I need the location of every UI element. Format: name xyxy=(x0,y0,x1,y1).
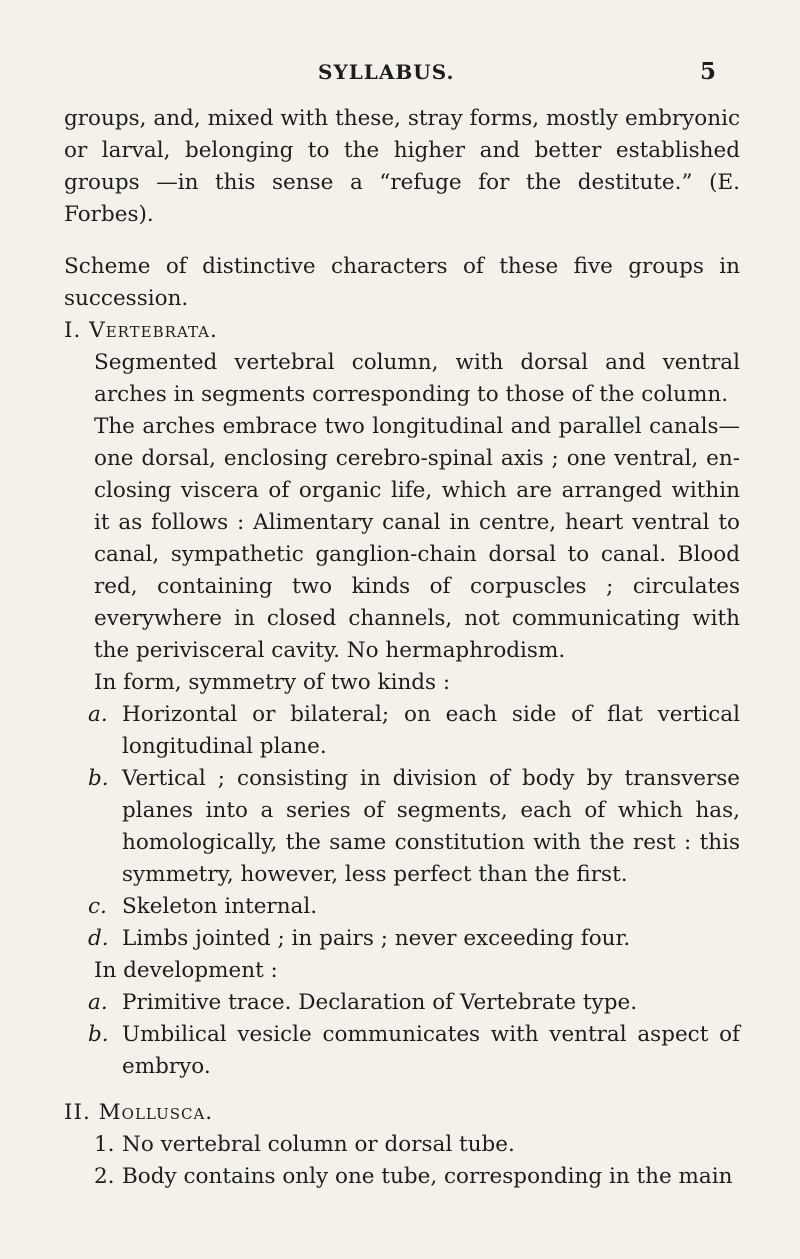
list-item xyxy=(64,923,740,955)
list-item-label: b. xyxy=(88,1022,109,1047)
list-item-label: c. xyxy=(88,894,107,919)
list-item xyxy=(64,763,740,891)
running-head: SYLLABUS. xyxy=(318,60,455,84)
list-item-label: d. xyxy=(88,926,109,951)
intro-paragraph: groups, and, mixed with these, stray forms, mostly embryonic or larval, belonging to the higher and better established groups —in this sense a “refuge for the destitute.” (E. Forbes). xyxy=(64,106,740,227)
numbered-item xyxy=(64,1161,740,1193)
section-heading-mollusca: II. Mollusca. xyxy=(64,1100,214,1125)
numbered-item-text: No vertebral column or dorsal tube. xyxy=(122,1132,515,1157)
numbered-item-label: 2. xyxy=(94,1164,115,1189)
numbered-item-text: Body contains only one tube, corresponding in the main xyxy=(122,1164,733,1189)
page-header xyxy=(0,58,800,88)
list-item-text: Umbilical vesicle communicates with ventral aspect of embryo. xyxy=(122,1022,740,1079)
vertebrata-paragraph-1: Segmented vertebral column, with dorsal and ventral arches in segments corresponding to those of the column. xyxy=(94,350,740,407)
list-item-text: Vertical ; consisting in division of body by transverse planes into a series of segments, each of which has, homologically, the same constitution with the rest : this symmetry, however, less perfect than the first. xyxy=(122,766,740,887)
list-item xyxy=(64,699,740,763)
list-item-text: Horizontal or bilateral; on each side of flat vertical longitudinal plane. xyxy=(122,702,740,759)
vertebrata-paragraph-2: The arches embrace two longitudinal and parallel canals— one dorsal, enclosing cerebro-spinal axis ; one ventral, en- closing viscera of organic life, which are arranged within it as follows : Alimentary canal in centre, heart ventral to canal, sympathetic ganglion-chain dorsal to canal. Blood red, containing two kinds of corpuscles ; circulates everywhere in closed channels, not communicating with the perivisceral cavity. No hermaphrodism. xyxy=(94,414,740,663)
development-intro: In development : xyxy=(94,958,278,983)
list-item-label: b. xyxy=(88,766,109,791)
section-heading-vertebrata: I. Vertebrata. xyxy=(64,318,218,343)
list-item-label: a. xyxy=(88,702,108,727)
list-item xyxy=(64,987,740,1019)
list-item-text: Primitive trace. Declaration of Vertebrate type. xyxy=(122,990,638,1015)
list-item xyxy=(64,1019,740,1083)
page-number: 5 xyxy=(700,58,717,85)
list-item-text: Limbs jointed ; in pairs ; never exceeding four. xyxy=(122,926,631,951)
numbered-item-label: 1. xyxy=(94,1132,115,1157)
form-intro: In form, symmetry of two kinds : xyxy=(94,670,451,695)
scheme-paragraph: Scheme of distinctive characters of these five groups in succession. xyxy=(64,254,740,311)
list-item-text: Skeleton internal. xyxy=(122,894,318,919)
numbered-item xyxy=(64,1129,740,1161)
list-item xyxy=(64,891,740,923)
page-body xyxy=(64,103,740,1193)
list-item-label: a. xyxy=(88,990,108,1015)
